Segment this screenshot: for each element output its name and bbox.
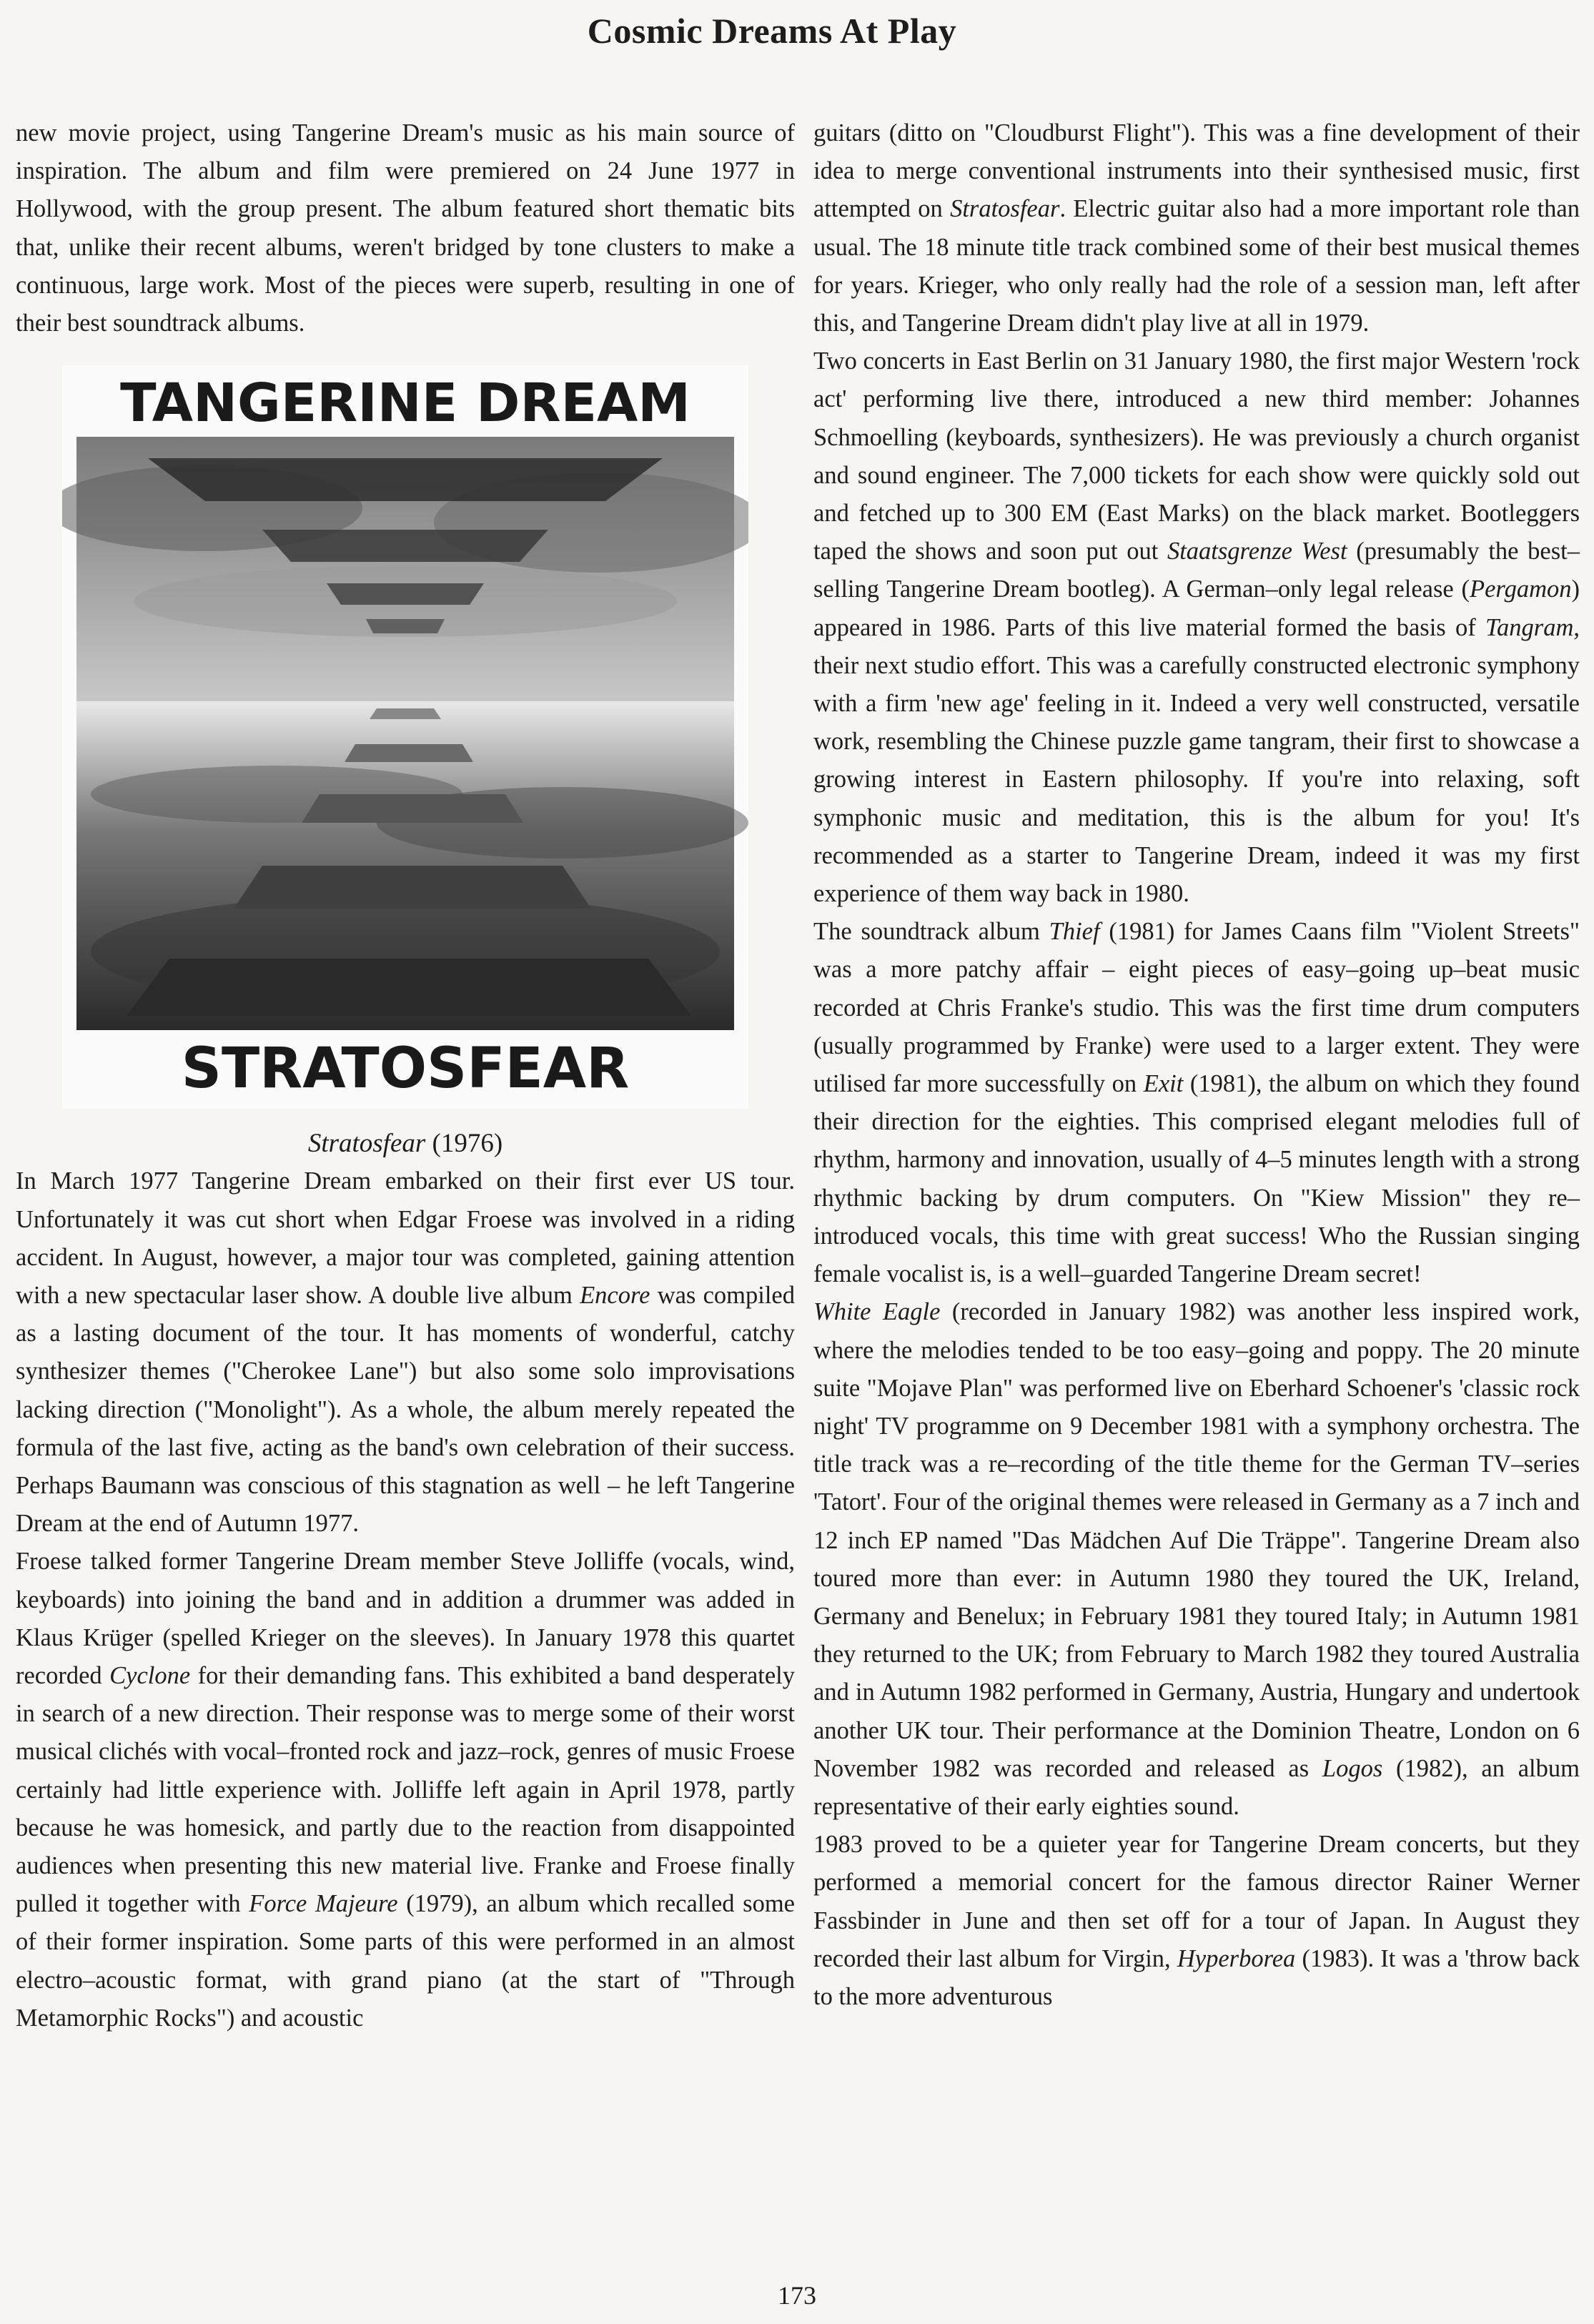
paragraph-thief (813, 913, 1580, 1293)
paragraph-east-berlin (813, 342, 1580, 913)
text-run: (1982), an album representative of their early eighties sound. (813, 1754, 1580, 1820)
text-run: (1981), the album on which they found their direction for the eighties. This comprised elegant melodies full of rhythm, harmony and innovation, usually of 4–5 minutes length with a strong rhythmic backing by drum computers. On "Kiew Mission" they re–introduced vocals, this time with great success! Who the Russian singing female vocalist is, is a well–guarded Tangerine Dream secret! (813, 1070, 1580, 1288)
paragraph-1983 (813, 1826, 1580, 2016)
text-run: 1983 proved to be a quieter year for Tangerine Dream concerts, but they performed a memorial concert for the famous director Rainer Werner Fassbinder in June and then set off for a tour of Japan. In August they recorded their last album for Virgin, (813, 1831, 1580, 1972)
text-run: (1981) for James Caans film "Violent Streets" was a more patchy affair – eight pieces of easy–going up–beat music recorded at Chris Franke's studio. This was the first time drum computers (usually programmed by Franke) were used to a larger extent. They were utilised far more successfully on (813, 918, 1580, 1098)
caption-year: (1976) (425, 1129, 503, 1159)
text-run: ) appeared in 1986. Parts of this live material formed the basis of (813, 575, 1580, 641)
paragraph-jolliffe (16, 1543, 795, 2037)
album-title: Exit (1143, 1070, 1184, 1098)
paragraph-white-eagle (813, 1293, 1580, 1826)
text-run: Two concerts in East Berlin on 31 January 1980, the first major Western 'rock act' performing live there, introduced a new third member: Johannes Schmoelling (keyboards, synthesizers). He was previously a church organist and sound engineer. The 7,000 tickets for each show were quickly sold out and fetched up to 300 EM (East Marks) on the black market. Bootleggers taped the shows and soon put out (813, 347, 1580, 565)
right-column (813, 114, 1580, 2016)
text-run: (recorded in January 1982) was another less inspired work, where the melodies tended to be too easy–going and poppy. The 20 minute suite "Mojave Plan" was performed live on Eberhard Schoener's 'classic rock night' TV programme on 9 December 1981 with a symphony orchestra. The title track was a re–recording of the title theme for the German TV–series 'Tatort'. Four of the original themes were released in Germany as a 7 inch and 12 inch EP named "Das Mädchen Auf Die Träppe". Tangerine Dream also toured more than ever: in Autumn 1980 they toured the UK, Ireland, Germany and Benelux; in February 1981 they toured Italy; in Autumn 1981 they returned to the UK; from February to March 1982 they toured Australia and in Autumn 1982 performed in Germany, Austria, Hungary and undertook another UK tour. Their performance at the Dominion Theatre, London on 6 November 1982 was recorded and released as (813, 1298, 1580, 1782)
paragraph-guitars (813, 114, 1580, 342)
text-run: was compiled as a lasting document of the tour. It has moments of wonderful, catchy synthesizer themes ("Cherokee Lane") but also some solo improvisations lacking direction ("Monolight"). As a whole, the album merely repeated the formula of the last five, acting as the band's own celebration of their success. Perhaps Baumann was conscious of this stagnation as well – he left Tangerine Dream at the end of Autumn 1977. (16, 1282, 795, 1538)
album-title: Logos (1322, 1754, 1383, 1782)
text-run: , their next studio effort. This was a carefully constructed electronic symphony with a firm 'new age' feeling in it. Indeed a very well constructed, versatile work, resembling the Chinese puzzle game tangram, their first to showcase a growing interest in Eastern philosophy. If you're into relaxing, soft symphonic music and meditation, this is the album for you! It's recommended as a starter to Tangerine Dream, indeed it was my first experience of them way back in 1980. (813, 613, 1580, 908)
album-title: Staatsgrenze West (1167, 538, 1347, 565)
text-run: In March 1977 Tangerine Dream embarked on their first ever US tour. Unfortunately it was cut short when Edgar Froese was involved in a riding accident. In August, however, a major tour was completed, gaining attention with a new spectacular laser show. A double live album (16, 1167, 795, 1310)
text-run: (presumably the best–selling Tangerine Dream bootleg). A German–only legal release ( (813, 538, 1580, 603)
album-title: Thief (1049, 918, 1100, 946)
paragraph-us-tour (16, 1162, 795, 1543)
album-title: Encore (580, 1282, 650, 1310)
text-run: for their demanding fans. This exhibited a band desperately in search of a new direction. Their response was to merge some of their worst musical clichés with vocal–fronted rock and jazz–rock, genres of music Froese certainly had little experience with. Jolliffe left again in April 1978, partly because he was homesick, and partly due to the reaction from disappointed audiences when presenting this new material live. Franke and Froese finally pulled it together with (16, 1662, 795, 1918)
album-title: White Eagle (813, 1298, 941, 1326)
page-number: 173 (778, 2281, 816, 2310)
paragraph-intro: new movie project, using Tangerine Dream's music as his main source of inspiration. The album and film were premiered on 24 June 1977 in Hollywood, with the group present. The album featured short thematic bits that, unlike their recent albums, weren't bridged by tone clusters to make a continuous, large work. Most of the pieces were superb, resulting in one of their best soundtrack albums. (16, 119, 795, 337)
album-title: Force Majeure (249, 1890, 398, 1918)
text-run: Froese talked former Tangerine Dream member Steve Jolliffe (vocals, wind, keyboards) into joining the band and in addition a drummer was added in Klaus Krüger (spelled Krieger on the sleeves). In January 1978 this quartet recorded (16, 1548, 795, 1690)
album-title: Cyclone (109, 1662, 191, 1690)
album-title: Stratosfear (950, 195, 1060, 223)
cover-title-text: TANGERINE DREAM (120, 372, 690, 435)
page-title: Cosmic Dreams At Play (587, 11, 957, 51)
album-title: Tangram (1485, 613, 1574, 641)
album-figure (44, 365, 766, 1162)
text-run: (1983). It was a 'throw back to the more adventurous (813, 1944, 1580, 2010)
cover-album-text: STRATOSFEAR (181, 1037, 630, 1102)
text-run: (1979), an album which recalled some of their former inspiration. Some parts of this were performed in an almost electro–acoustic format, with grand piano (at the start of "Through Metamorphic Rocks") and acoustic (16, 1890, 795, 2032)
left-column (16, 114, 795, 2037)
caption-title: Stratosfear (307, 1129, 426, 1159)
text-run: . Electric guitar also had a more important role than usual. The 18 minute title track combined some of their best musical themes for years. Krieger, who only really had the role of a session man, left after this, and Tangerine Dream didn't play live at all in 1979. (813, 195, 1580, 337)
album-title: Hyperborea (1177, 1944, 1296, 1972)
album-cover-image (62, 365, 748, 1109)
text-run: The soundtrack album (813, 918, 1049, 946)
album-title: Pergamon (1470, 575, 1572, 603)
text-run: guitars (ditto on "Cloudburst Flight"). This was a fine development of their idea to merge conventional instruments into their synthesised music, first attempted on (813, 119, 1580, 223)
figure-caption (44, 1124, 766, 1162)
